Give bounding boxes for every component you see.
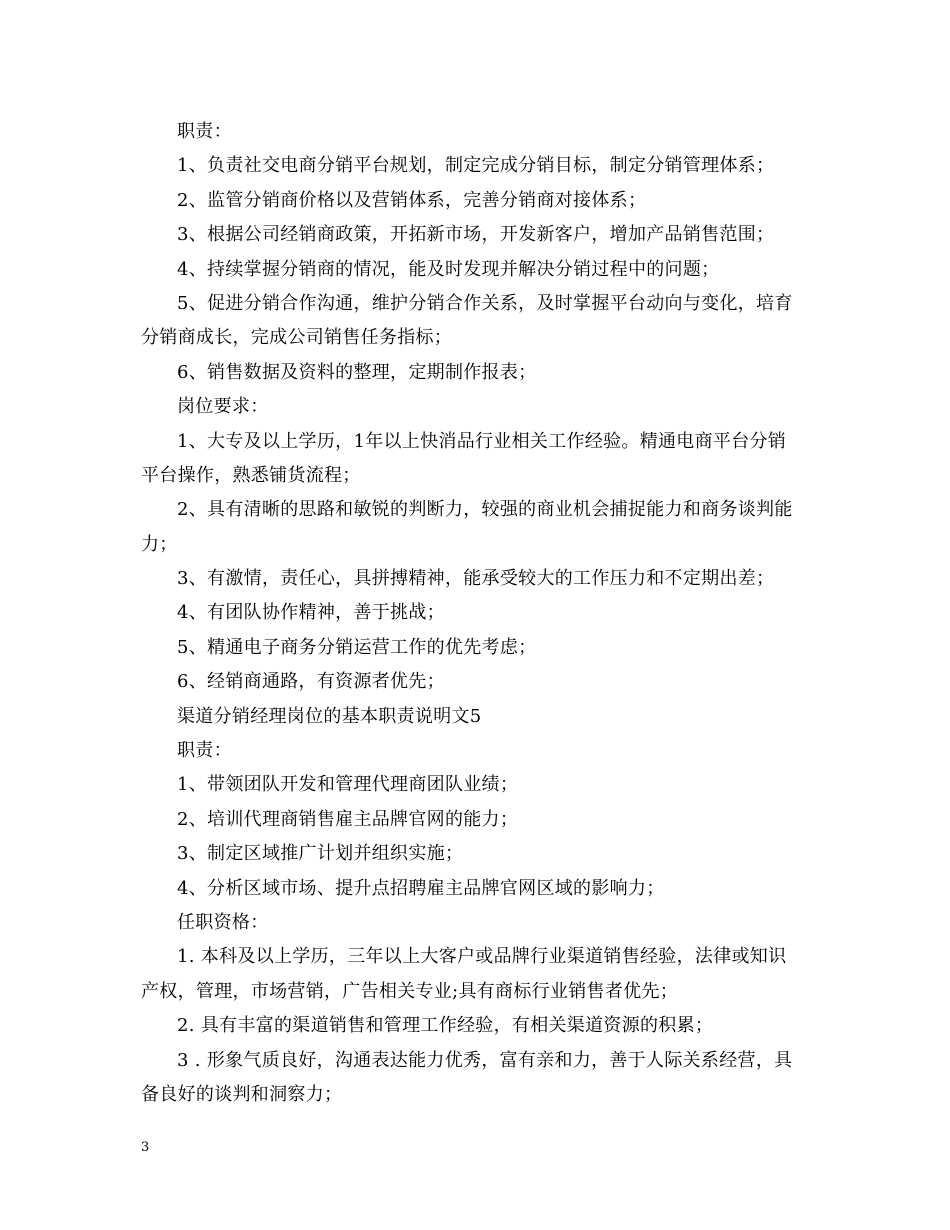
text-line: 渠道分销经理岗位的基本职责说明文5: [177, 705, 482, 727]
text-line: 平台操作，熟悉铺货流程；: [141, 464, 361, 486]
text-line: 3、有激情，责任心，具拼搏精神，能承受较大的工作压力和不定期出差；: [177, 568, 775, 590]
text-line: 3、根据公司经销商政策，开拓新市场，开发新客户，增加产品销售范围；: [177, 224, 775, 246]
text-line: 产权，管理，市场营销，广告相关专业;具有商标行业销售者优先；: [141, 980, 679, 1002]
text-line: 5、精通电子商务分销运营工作的优先考虑；: [177, 636, 537, 658]
text-line: 备良好的谈判和洞察力；: [141, 1083, 343, 1105]
text-line: 5、促进分销合作沟通，维护分销合作关系，及时掌握平台动向与变化，培育: [177, 292, 793, 314]
document-body: [141, 115, 813, 1112]
text-line: 6、销售数据及资料的整理，定期制作报表；: [177, 361, 537, 383]
text-line: 1、大专及以上学历，1年以上快消品行业相关工作经验。精通电商平台分销: [177, 430, 787, 452]
text-line: 任职资格：: [177, 911, 269, 933]
text-line: 职责：: [177, 121, 232, 142]
text-line: 3、制定区域推广计划并组织实施；: [177, 843, 464, 865]
text-line: 1、负责社交电商分销平台规划，制定完成分销目标，制定分销管理体系；: [177, 155, 775, 177]
page-number: 3: [141, 1140, 150, 1155]
text-line: 1. 本科及以上学历，三年以上大客户或品牌行业渠道销售经验，法律或知识: [177, 946, 787, 968]
text-line: 分销商成长，完成公司销售任务指标；: [141, 327, 453, 349]
text-line: 2、具有清晰的思路和敏锐的判断力，较强的商业机会捕捉能力和商务谈判能: [177, 499, 793, 521]
text-line: 2. 具有丰富的渠道销售和管理工作经验，有相关渠道资源的积累；: [177, 1015, 714, 1037]
text-line: 2、培训代理商销售雇主品牌官网的能力；: [177, 808, 519, 830]
text-line: 4、分析区域市场、提升点招聘雇主品牌官网区域的影响力；: [177, 877, 665, 899]
text-line: 1、带领团队开发和管理代理商团队业绩；: [177, 774, 519, 796]
text-line: 力；: [141, 533, 178, 555]
text-line: 4、有团队协作精神，善于挑战；: [177, 602, 445, 624]
text-line: 4、持续掌握分销商的情况，能及时发现并解决分销过程中的问题；: [177, 258, 720, 280]
text-line: 职责：: [177, 740, 232, 762]
text-line: 6、经销商通路，有资源者优先；: [177, 671, 445, 693]
text-line: 3 . 形象气质良好，沟通表达能力优秀，富有亲和力，善于人际关系经营，具: [177, 1049, 793, 1071]
text-line: 岗位要求：: [177, 396, 269, 418]
text-line: 2、监管分销商价格以及营销体系，完善分销商对接体系；: [177, 189, 647, 211]
